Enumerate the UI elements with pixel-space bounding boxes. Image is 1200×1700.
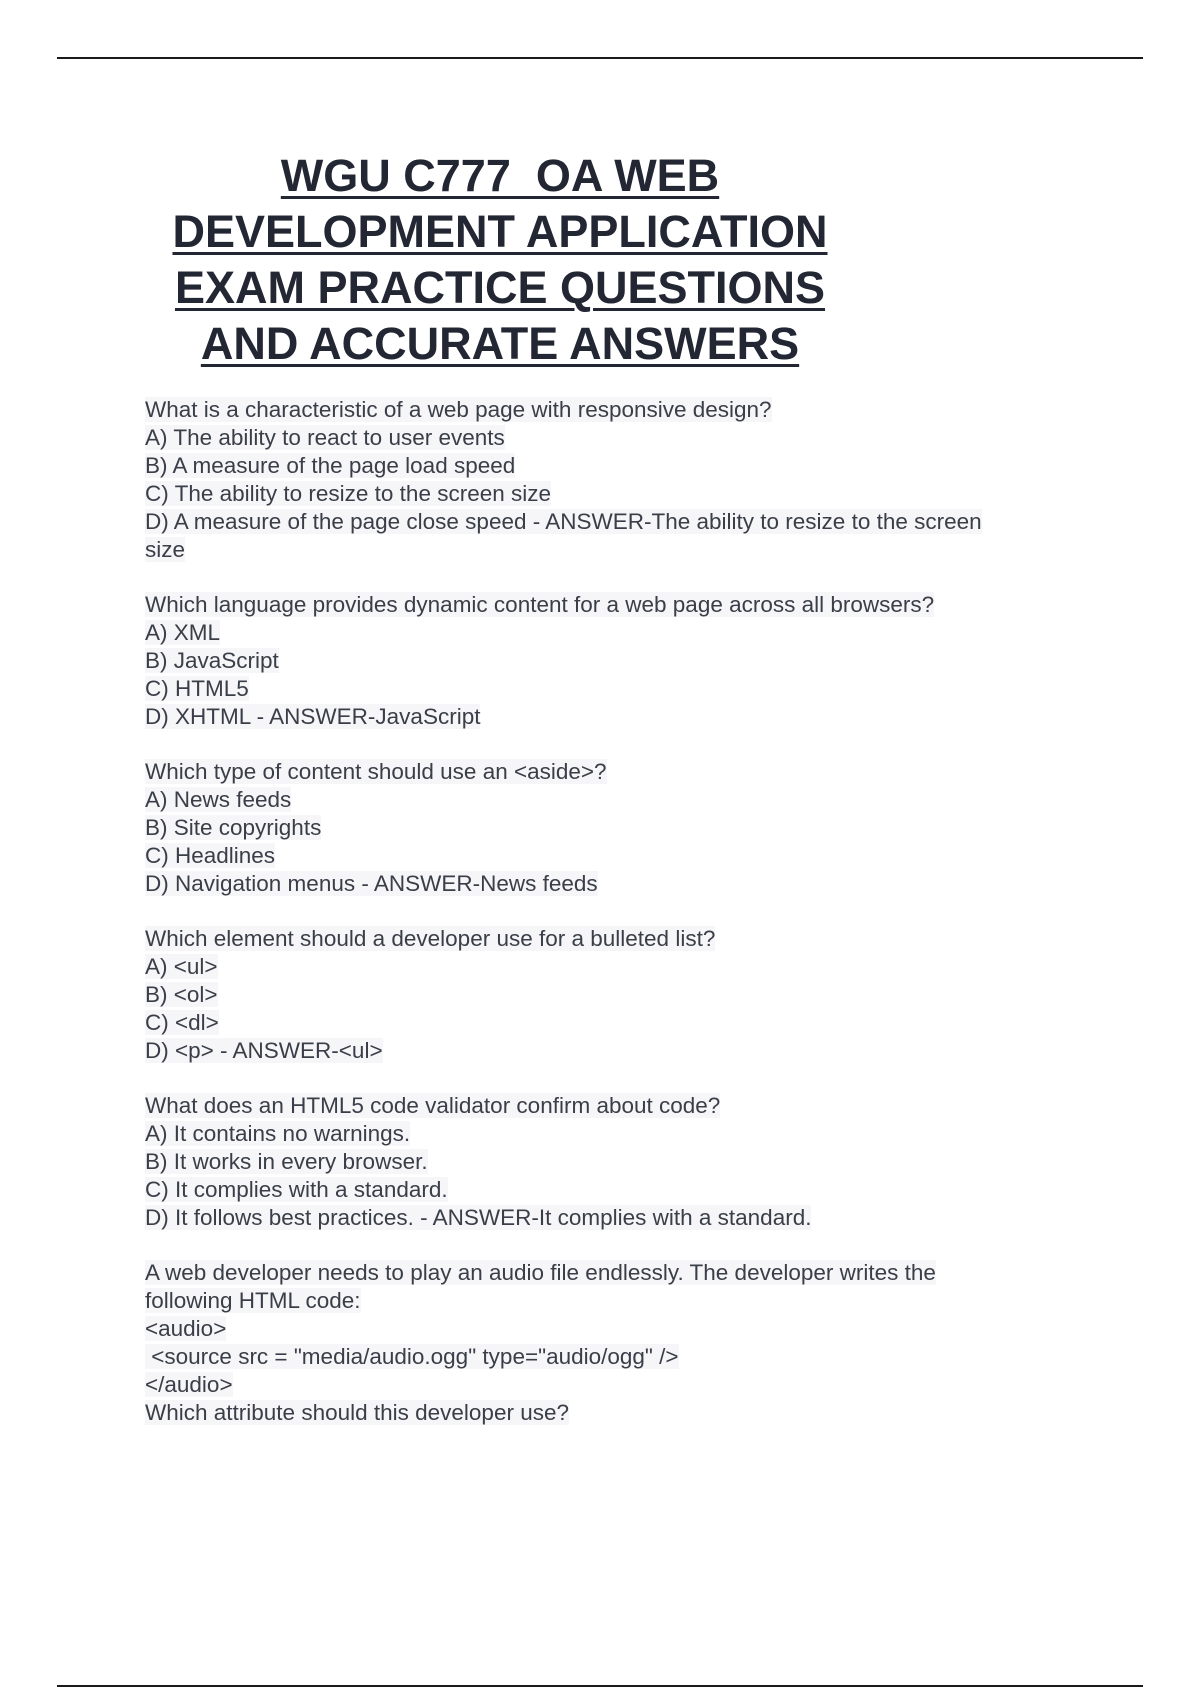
question-block (145, 396, 1065, 564)
code-line: <source src = "media/audio.ogg" type="audio/ogg" /> (145, 1344, 679, 1369)
question-block (145, 925, 1065, 1065)
title-line: WGU C777 OA WEB (280, 150, 720, 201)
answer-option: D) A measure of the page close speed - ANSWER-The ability to resize to the screen (145, 509, 982, 534)
answer-option: D) <p> - ANSWER-<ul> (145, 1038, 383, 1063)
question-block (145, 1259, 1065, 1427)
question-block (145, 758, 1065, 898)
question-text: following HTML code: (145, 1288, 361, 1313)
bottom-rule (57, 1685, 1143, 1687)
question-text: Which language provides dynamic content for a web page across all browsers? (145, 592, 935, 617)
answer-option: D) It follows best practices. - ANSWER-It complies with a standard. (145, 1205, 812, 1230)
title-line: EXAM PRACTICE QUESTIONS (174, 262, 826, 313)
answer-option: A) It contains no warnings. (145, 1121, 411, 1146)
question-text: Which attribute should this developer use? (145, 1400, 569, 1425)
answer-option: A) News feeds (145, 787, 292, 812)
code-line: </audio> (145, 1372, 233, 1397)
answer-option: size (145, 537, 186, 562)
question-text: Which element should a developer use for a bulleted list? (145, 926, 716, 951)
answer-option: B) <ol> (145, 982, 218, 1007)
answer-option: A) The ability to react to user events (145, 425, 505, 450)
questions-list (145, 396, 1065, 1454)
code-line: <audio> (145, 1316, 227, 1341)
answer-option: C) Headlines (145, 843, 276, 868)
document-title (140, 148, 860, 372)
question-block (145, 1092, 1065, 1232)
answer-option: B) JavaScript (145, 648, 279, 673)
answer-option: A) <ul> (145, 954, 218, 979)
question-text: What is a characteristic of a web page with responsive design? (145, 397, 772, 422)
question-block (145, 591, 1065, 731)
answer-option: C) <dl> (145, 1010, 219, 1035)
top-rule (57, 57, 1143, 59)
answer-option: B) It works in every browser. (145, 1149, 428, 1174)
answer-option: C) The ability to resize to the screen size (145, 481, 552, 506)
answer-option: A) XML (145, 620, 221, 645)
title-line: DEVELOPMENT APPLICATION (172, 206, 828, 257)
answer-option: C) HTML5 (145, 676, 249, 701)
answer-option: C) It complies with a standard. (145, 1177, 448, 1202)
answer-option: D) Navigation menus - ANSWER-News feeds (145, 871, 598, 896)
question-text: A web developer needs to play an audio file endlessly. The developer writes the (145, 1260, 936, 1285)
answer-option: B) A measure of the page load speed (145, 453, 516, 478)
question-text: What does an HTML5 code validator confirm about code? (145, 1093, 721, 1118)
answer-option: B) Site copyrights (145, 815, 322, 840)
title-line: AND ACCURATE ANSWERS (200, 318, 800, 369)
question-text: Which type of content should use an <aside>? (145, 759, 607, 784)
answer-option: D) XHTML - ANSWER-JavaScript (145, 704, 481, 729)
